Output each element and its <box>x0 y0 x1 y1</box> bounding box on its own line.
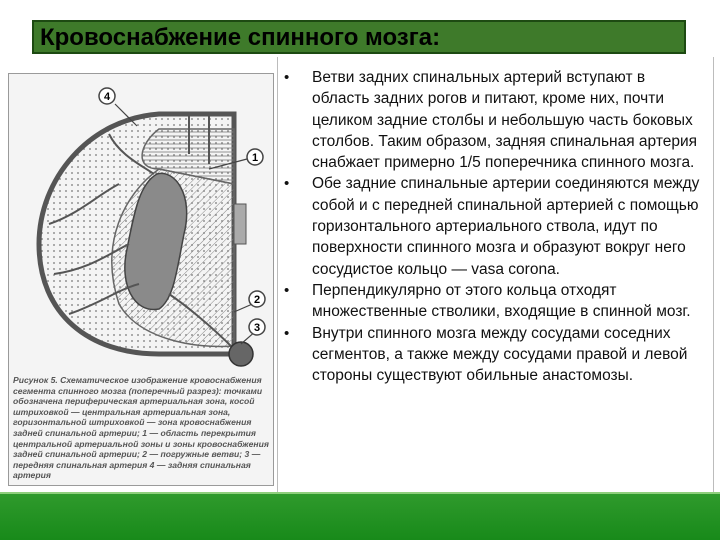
svg-text:2: 2 <box>253 294 261 306</box>
label-1 <box>247 149 263 165</box>
central-canal <box>234 204 246 244</box>
bullet-dot: • <box>284 324 290 342</box>
bullet-item <box>278 173 713 279</box>
bullet-dot: • <box>284 281 290 299</box>
svg-text:4: 4 <box>103 91 111 103</box>
footer-bar <box>0 494 720 540</box>
bullet-item <box>278 323 713 387</box>
label-3 <box>249 319 265 335</box>
bullet-dot: • <box>284 69 290 86</box>
bullet-text: Внутри спинного мозга между сосудами соседних сегментов, а также между сосудами правой и левой стороны существуют обильные анастомозы. <box>312 324 688 385</box>
anterior-spinal-artery <box>229 342 253 366</box>
figure-caption: Рисунок 5. Схематическое изображение кровоснабжения сегмента спинного мозга (поперечный разрез): точками обозначена периферическая артериальная зона, косой штриховкой — центральная артериальная зона, горизонтальной штриховкой — зона кровоснабжения задней спинальной артерии; 1 — область перекрытия центральной артериальной зоны и зоны кровоснабжения задней спинальной артерии; 2 — погружные ветви; 3 — передняя спинальная артерия 4 — задняя спинальная артерия <box>13 375 269 481</box>
svg-text:1: 1 <box>251 152 259 164</box>
title-bar <box>32 20 686 54</box>
bullet-text: Ветви задних спинальных артерий вступают в область задних рогов и питают, кроме них, почти целиком задние столбы и небольшую часть боковых столбов. Таким образом, задняя спинальная артерия снабжает примерно 1/5 поперечника спинного мозга. <box>312 69 698 172</box>
bullet-text: Обе задние спинальные артерии соединяются между собой и с передней спинальной артерией с помощью горизонтального артериального ствола, идут по поверхности спинного мозга и образуют вокруг него сосудистое кольцо — vasa corona. <box>312 175 700 278</box>
label-4 <box>99 88 115 104</box>
bullet-dot: • <box>284 175 290 193</box>
svg-text:3: 3 <box>253 322 261 334</box>
spinal-cord-diagram <box>9 74 273 374</box>
label-2 <box>249 291 265 307</box>
bullet-text: Перпендикулярно от этого кольца отходят множественные стволики, входящие в спинной мозг. <box>312 281 691 321</box>
bullet-item <box>278 280 713 323</box>
bullet-list <box>278 57 713 386</box>
spinal-cord-figure <box>8 73 274 486</box>
slide-title: Кровоснабжение спинного мозга: <box>40 24 441 51</box>
text-panel <box>277 57 714 492</box>
bullet-item <box>278 67 713 173</box>
